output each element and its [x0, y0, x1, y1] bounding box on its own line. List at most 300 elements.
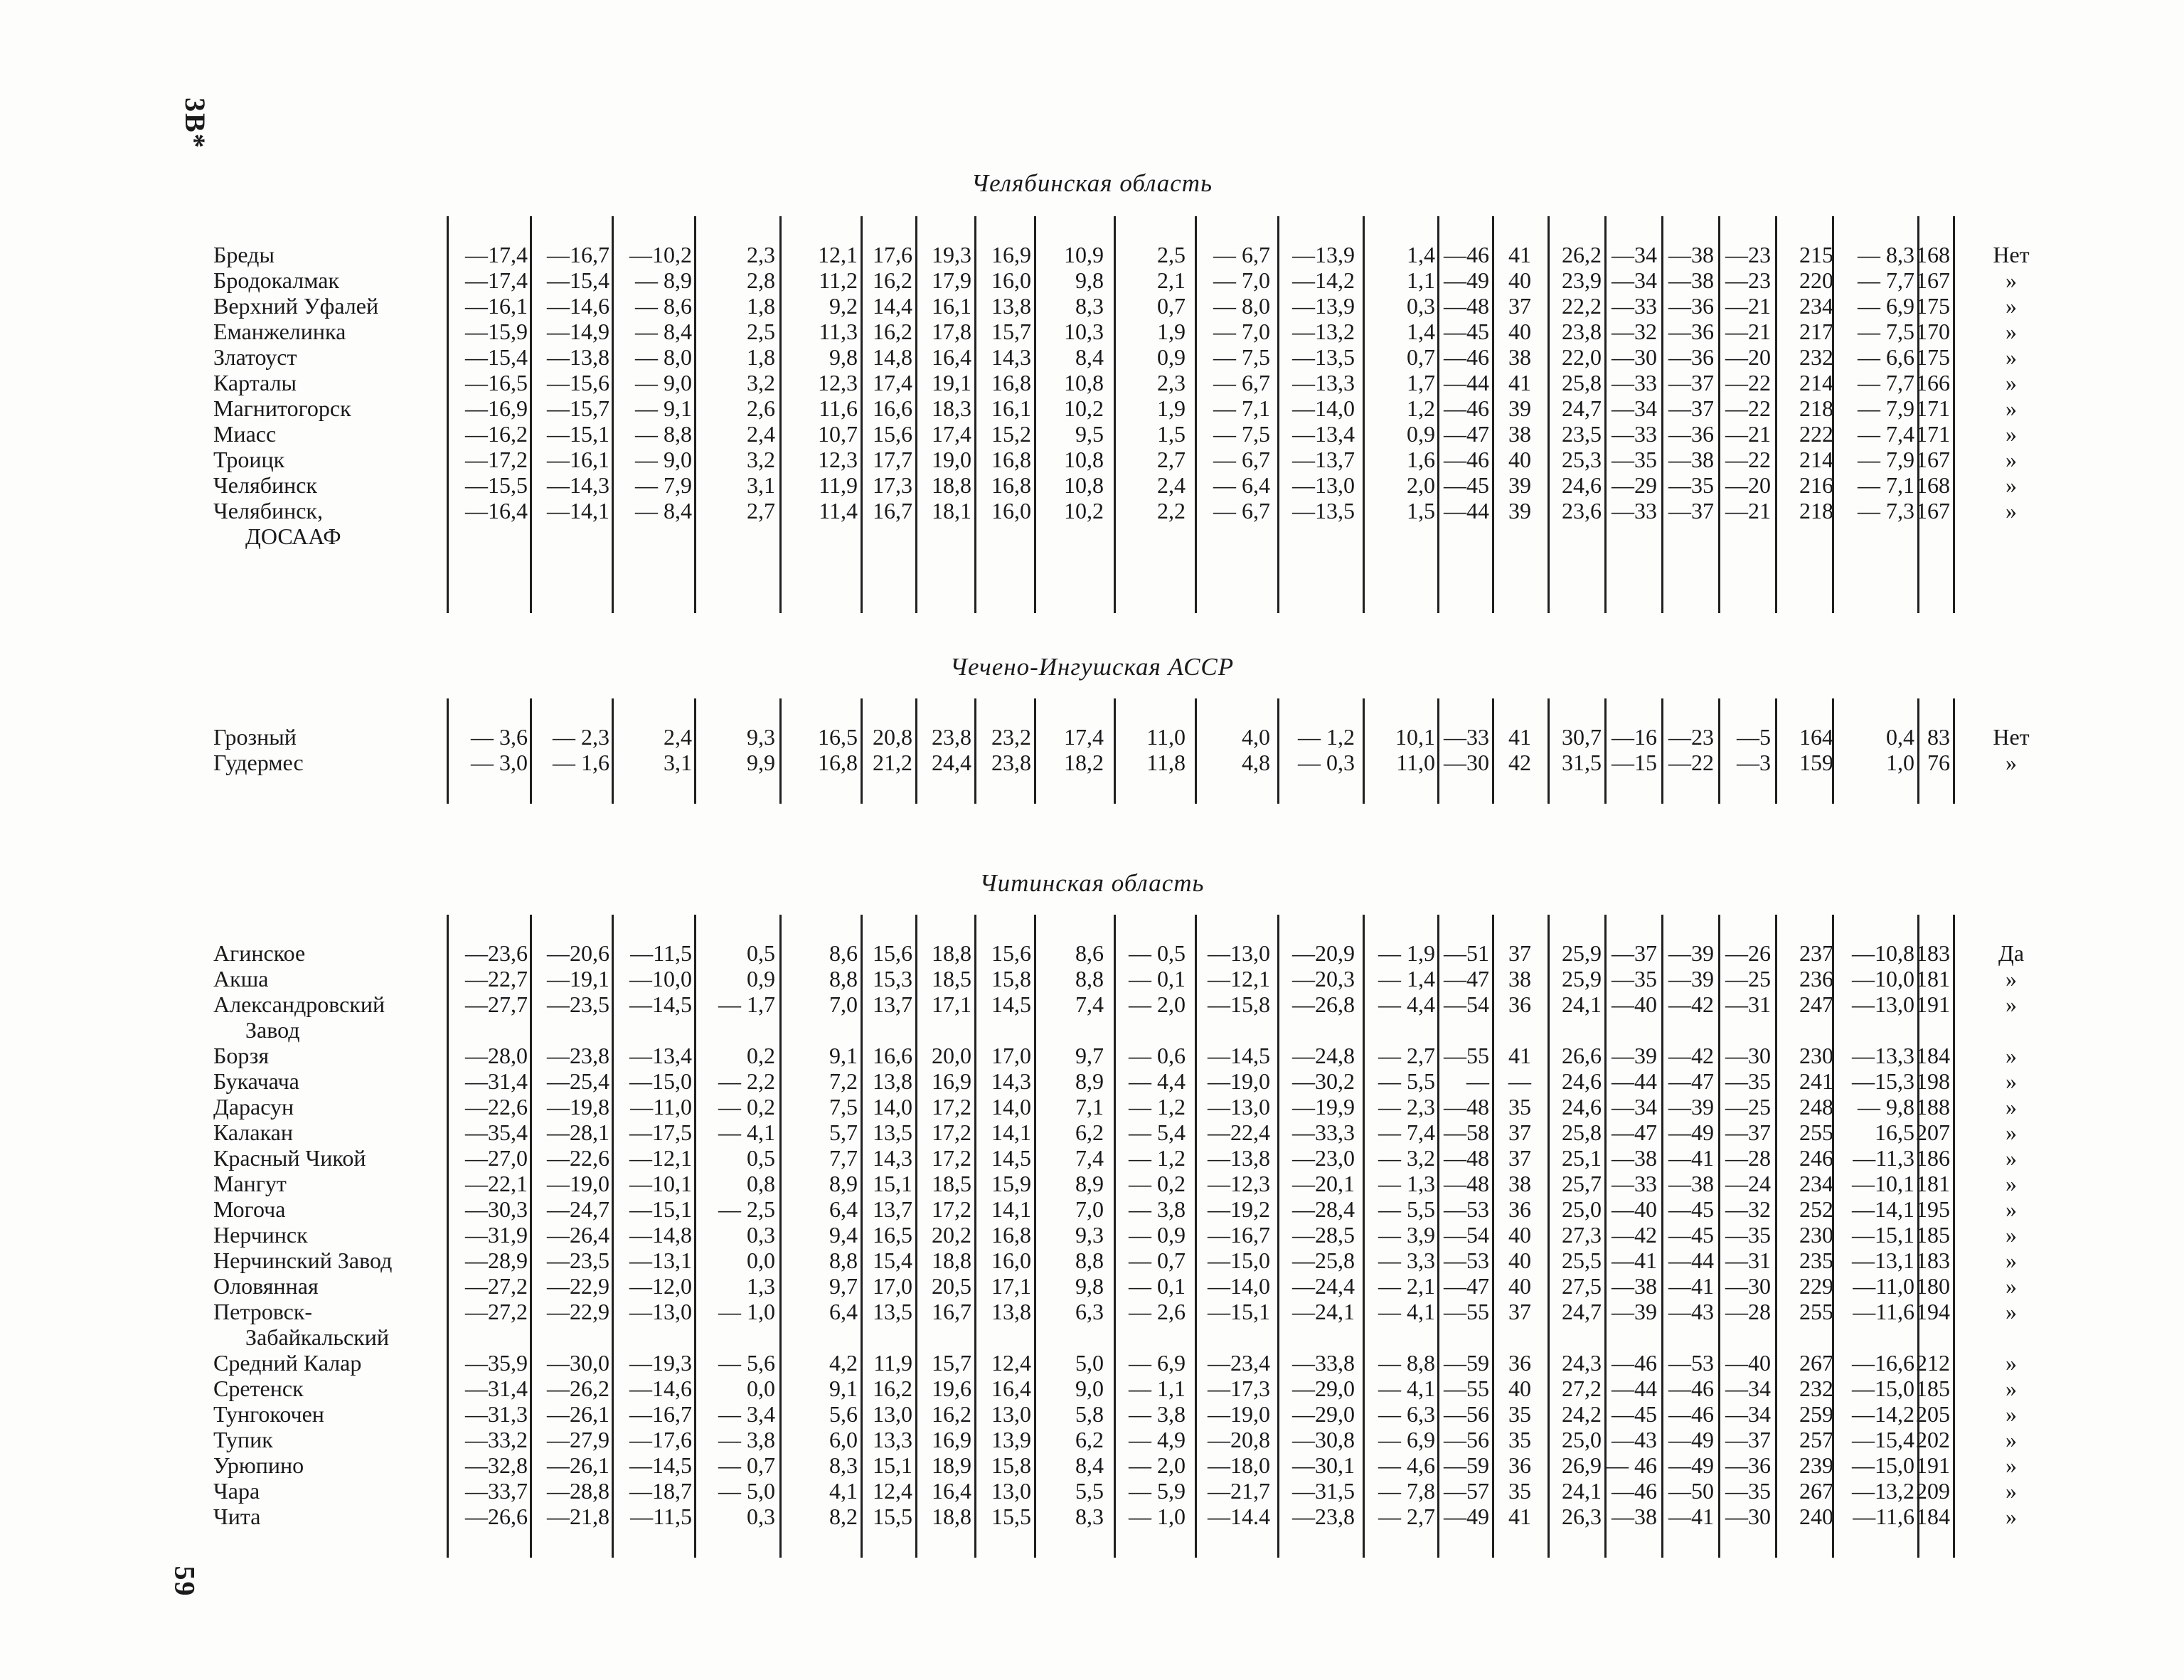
table-cell: —11,0 — [1853, 1273, 1914, 1299]
table-cell: —45 — [1612, 1401, 1657, 1427]
table-cell: 207 — [1916, 1120, 1950, 1145]
table-cell: 16,8 — [991, 370, 1031, 395]
table-cell: —29,0 — [1292, 1401, 1355, 1427]
table-cell: —22,7 — [465, 966, 528, 991]
table-cell: — 7,4 — [1858, 421, 1914, 447]
table-cell: 171 — [1916, 395, 1950, 421]
table-cell: — 8,0 — [1213, 293, 1270, 319]
table-cell: —10,1 — [1852, 1171, 1914, 1196]
station-name: Петровск- — [213, 1299, 313, 1324]
table-cell: —13,0 — [629, 1299, 692, 1324]
table-cell: —16,2 — [465, 421, 528, 447]
table-cell: —59 — [1444, 1350, 1489, 1376]
station-name: Златоуст — [213, 344, 297, 370]
table-cell: —44 — [1668, 1248, 1714, 1273]
station-name: Сретенск — [213, 1376, 304, 1401]
table-cell: 13,7 — [873, 991, 912, 1017]
table-cell: 9,2 — [829, 293, 858, 319]
table-cell: —16,9 — [465, 395, 528, 421]
table-cell: —22,1 — [465, 1171, 528, 1196]
table-cell: 12,3 — [818, 370, 858, 395]
table-cell: —48 — [1444, 293, 1489, 319]
table-cell: 2,3 — [747, 242, 775, 267]
table-cell: — 4,1 — [1378, 1299, 1435, 1324]
table-cell: 1,8 — [747, 344, 775, 370]
table-cell: 19,3 — [932, 242, 971, 267]
table-cell: —13,3 — [1292, 370, 1355, 395]
table-cell: —45 — [1668, 1222, 1714, 1248]
table-cell: 10,8 — [1064, 370, 1104, 395]
table-cell: 5,0 — [1075, 1350, 1104, 1376]
table-cell: —13,0 — [1292, 472, 1355, 498]
availability-note: » — [2005, 1094, 2017, 1120]
section-table — [0, 724, 2184, 775]
table-cell: — 2,3 — [1378, 1094, 1435, 1120]
table-cell: — 0,1 — [1129, 966, 1186, 991]
table-cell: 8,9 — [829, 1171, 858, 1196]
table-cell: — 6,7 — [1213, 498, 1270, 523]
table-row — [0, 293, 2184, 319]
table-cell: —23,5 — [547, 991, 609, 1017]
table-cell: —10,2 — [629, 242, 692, 267]
table-cell: —13,1 — [1852, 1248, 1914, 1273]
table-cell: — — [1466, 1068, 1489, 1094]
table-cell: —46 — [1612, 1478, 1657, 1504]
table-cell: —49 — [1444, 267, 1489, 293]
table-cell: —27,0 — [465, 1145, 528, 1171]
station-name: Мангут — [213, 1171, 287, 1196]
availability-note: » — [2005, 966, 2017, 991]
table-row — [0, 750, 2184, 775]
table-cell: 8,8 — [829, 1248, 858, 1273]
table-cell: 17,3 — [873, 472, 912, 498]
table-cell: —57 — [1444, 1478, 1489, 1504]
table-cell: 15,4 — [873, 1248, 912, 1273]
table-cell: 9,8 — [829, 344, 858, 370]
table-cell: —42 — [1668, 991, 1714, 1017]
table-cell: 2,6 — [747, 395, 775, 421]
table-cell: —31 — [1725, 1248, 1771, 1273]
table-cell: 11,4 — [819, 498, 858, 523]
table-cell: —35,4 — [465, 1120, 528, 1145]
table-cell: — 5,4 — [1129, 1120, 1186, 1145]
table-cell: 8,3 — [829, 1452, 858, 1478]
table-cell: 41 — [1508, 242, 1531, 267]
table-cell: 186 — [1916, 1145, 1950, 1171]
table-cell: 23,6 — [1562, 498, 1602, 523]
table-cell: 18,3 — [932, 395, 971, 421]
table-cell: —39 — [1612, 1043, 1657, 1068]
station-name: Чара — [213, 1478, 260, 1504]
table-cell: —17,5 — [629, 1120, 692, 1145]
table-row — [0, 1094, 2184, 1120]
table-cell: 1,7 — [1407, 370, 1435, 395]
table-cell: 166 — [1916, 370, 1950, 395]
table-cell: 15,8 — [991, 1452, 1031, 1478]
availability-note: » — [2005, 344, 2017, 370]
table-cell: 35 — [1508, 1478, 1531, 1504]
table-cell: 25,8 — [1562, 1120, 1602, 1145]
table-cell: — 8,8 — [635, 421, 692, 447]
table-cell: —22 — [1725, 370, 1771, 395]
table-cell: 7,1 — [1075, 1094, 1104, 1120]
station-name: Александровский — [213, 991, 385, 1017]
table-cell: 10,8 — [1064, 447, 1104, 472]
table-cell: 234 — [1799, 293, 1833, 319]
table-cell: —19,8 — [547, 1094, 609, 1120]
table-cell: — 1,9 — [1378, 940, 1435, 966]
table-row — [0, 1376, 2184, 1401]
table-cell: 15,1 — [873, 1452, 912, 1478]
table-cell: 11,0 — [1396, 750, 1435, 775]
table-cell: —14,1 — [547, 498, 609, 523]
table-cell: —55 — [1444, 1376, 1489, 1401]
table-cell: — 7,9 — [635, 472, 692, 498]
table-cell: — 3,0 — [471, 750, 528, 775]
table-cell: — 6,7 — [1213, 242, 1270, 267]
station-name: Гудермес — [213, 750, 304, 775]
table-cell: 23,8 — [932, 724, 971, 750]
table-cell: —28,1 — [547, 1120, 609, 1145]
table-cell: — — [1508, 1068, 1531, 1094]
table-cell: 16,2 — [932, 1401, 971, 1427]
table-cell: 3,1 — [747, 472, 775, 498]
table-cell: —5 — [1737, 724, 1771, 750]
table-cell: —47 — [1444, 966, 1489, 991]
table-cell: —36 — [1668, 344, 1714, 370]
table-cell: 9,4 — [829, 1222, 858, 1248]
table-cell: —29 — [1612, 472, 1657, 498]
table-cell: —16,7 — [1208, 1222, 1270, 1248]
availability-note: » — [2005, 1043, 2017, 1068]
table-cell: — 2,2 — [718, 1068, 775, 1094]
table-cell: —27,2 — [465, 1299, 528, 1324]
table-cell: — 1,1 — [1129, 1376, 1186, 1401]
table-cell: 38 — [1508, 1171, 1531, 1196]
table-cell: 7,7 — [829, 1145, 858, 1171]
table-cell: 37 — [1508, 1299, 1531, 1324]
table-cell: 41 — [1508, 1504, 1531, 1529]
table-cell: 6,2 — [1075, 1120, 1104, 1145]
table-cell: 220 — [1799, 267, 1833, 293]
table-cell: 11,3 — [819, 319, 858, 344]
availability-note: » — [2005, 1504, 2017, 1529]
table-cell: —30 — [1725, 1504, 1771, 1529]
table-cell: —15,1 — [629, 1196, 692, 1222]
table-cell: 35 — [1508, 1427, 1531, 1452]
table-row — [0, 1196, 2184, 1222]
table-cell: — 0,2 — [1129, 1171, 1186, 1196]
table-cell: 13,0 — [991, 1478, 1031, 1504]
table-cell: — 3,9 — [1378, 1222, 1435, 1248]
table-cell: 26,2 — [1562, 242, 1602, 267]
table-cell: —19,0 — [1208, 1068, 1270, 1094]
table-cell: —38 — [1612, 1504, 1657, 1529]
table-cell: —26,4 — [547, 1222, 609, 1248]
table-cell: — 7,5 — [1858, 319, 1914, 344]
table-cell: — 46 — [1606, 1452, 1657, 1478]
table-cell: — 6,9 — [1129, 1350, 1186, 1376]
table-cell: 14,3 — [991, 344, 1031, 370]
table-cell: 17,0 — [991, 1043, 1031, 1068]
table-cell: 37 — [1508, 1120, 1531, 1145]
table-cell: 217 — [1799, 319, 1833, 344]
table-cell: —47 — [1668, 1068, 1714, 1094]
table-cell: 5,8 — [1075, 1401, 1104, 1427]
table-cell: 15,8 — [991, 966, 1031, 991]
table-row — [0, 1120, 2184, 1145]
table-cell: —15,4 — [465, 344, 528, 370]
table-cell: 8,3 — [1075, 293, 1104, 319]
page-number: 59 — [169, 1565, 201, 1597]
table-cell: — 1,2 — [1129, 1145, 1186, 1171]
table-cell: —15,6 — [547, 370, 609, 395]
table-row — [0, 472, 2184, 498]
table-cell: 16,6 — [873, 395, 912, 421]
table-cell: — 6,3 — [1378, 1401, 1435, 1427]
table-cell: —30 — [1612, 344, 1657, 370]
table-cell: 16,5 — [818, 724, 858, 750]
table-cell: 17,1 — [932, 991, 971, 1017]
table-cell: 20,5 — [932, 1273, 971, 1299]
table-cell: 257 — [1799, 1427, 1833, 1452]
table-cell: —35,9 — [465, 1350, 528, 1376]
table-cell: 255 — [1799, 1120, 1833, 1145]
availability-note: » — [2005, 1452, 2017, 1478]
table-cell: — 1,0 — [1129, 1504, 1186, 1529]
table-cell: —46 — [1668, 1401, 1714, 1427]
table-cell: 27,5 — [1562, 1273, 1602, 1299]
table-cell: —35 — [1725, 1478, 1771, 1504]
table-cell: — 2,7 — [1378, 1504, 1435, 1529]
table-cell: —13,0 — [1852, 991, 1914, 1017]
table-cell: 16,5 — [1875, 1120, 1914, 1145]
table-cell: 1,9 — [1157, 395, 1186, 421]
table-row — [0, 991, 2184, 1017]
table-cell: 16,7 — [873, 498, 912, 523]
table-cell: 17,2 — [932, 1120, 971, 1145]
availability-note: » — [2005, 1248, 2017, 1273]
table-cell: 26,9 — [1562, 1452, 1602, 1478]
table-cell: 17,4 — [1064, 724, 1104, 750]
table-cell: 159 — [1799, 750, 1833, 775]
table-cell: 24,4 — [932, 750, 971, 775]
table-row — [0, 1273, 2184, 1299]
table-cell: 2,2 — [1157, 498, 1186, 523]
table-cell: 7,0 — [829, 991, 858, 1017]
table-cell: 76 — [1927, 750, 1950, 775]
table-cell: —18,7 — [629, 1478, 692, 1504]
table-cell: — 4,1 — [1378, 1376, 1435, 1401]
table-cell: — 7,9 — [1858, 395, 1914, 421]
table-cell: 7,4 — [1075, 991, 1104, 1017]
table-cell: 13,0 — [991, 1401, 1031, 1427]
station-name: Букачача — [213, 1068, 299, 1094]
table-cell: —26 — [1725, 940, 1771, 966]
table-cell: —43 — [1668, 1299, 1714, 1324]
table-cell: —21 — [1725, 319, 1771, 344]
table-cell: —32 — [1612, 319, 1657, 344]
table-cell: — 1,0 — [718, 1299, 775, 1324]
table-cell: —34 — [1612, 242, 1657, 267]
table-cell: —15,7 — [547, 395, 609, 421]
table-cell: —32 — [1725, 1196, 1771, 1222]
table-cell: —16,1 — [547, 447, 609, 472]
table-cell: 175 — [1916, 344, 1950, 370]
table-cell: —43 — [1612, 1427, 1657, 1452]
table-cell: 0,7 — [1407, 344, 1435, 370]
table-cell: —45 — [1668, 1196, 1714, 1222]
table-cell: 16,4 — [991, 1376, 1031, 1401]
table-cell: 17,4 — [873, 370, 912, 395]
table-cell: — 4,4 — [1378, 991, 1435, 1017]
table-cell: 8,9 — [1075, 1171, 1104, 1196]
table-cell: 234 — [1799, 1171, 1833, 1196]
table-cell: —14,3 — [547, 472, 609, 498]
table-cell: 8,8 — [1075, 966, 1104, 991]
table-cell: 0,3 — [747, 1222, 775, 1248]
availability-note: » — [2005, 1171, 2017, 1196]
table-cell: 184 — [1916, 1043, 1950, 1068]
table-cell: 16,8 — [991, 1222, 1031, 1248]
table-cell: —36 — [1725, 1452, 1771, 1478]
table-cell: 13,5 — [873, 1299, 912, 1324]
table-cell: —16,6 — [1852, 1350, 1914, 1376]
table-cell: —37 — [1725, 1427, 1771, 1452]
table-cell: —34 — [1725, 1401, 1771, 1427]
table-cell: — 7,0 — [1213, 319, 1270, 344]
table-cell: 13,0 — [873, 1401, 912, 1427]
table-cell: —15,5 — [465, 472, 528, 498]
table-cell: —34 — [1725, 1376, 1771, 1401]
table-cell: 218 — [1799, 498, 1833, 523]
table-cell: —46 — [1444, 395, 1489, 421]
table-cell: —24 — [1725, 1171, 1771, 1196]
table-cell: —31,3 — [465, 1401, 528, 1427]
station-name: Оловянная — [213, 1273, 319, 1299]
table-cell: —11,5 — [630, 1504, 692, 1529]
table-cell: —13,9 — [1292, 293, 1355, 319]
section-title: Чечено-Ингушская АССР — [949, 653, 1235, 681]
table-row — [0, 523, 2184, 549]
table-cell: — 4,1 — [718, 1120, 775, 1145]
table-cell: — 7,8 — [1378, 1478, 1435, 1504]
table-cell: —19,0 — [1208, 1401, 1270, 1427]
table-cell: 0,9 — [747, 966, 775, 991]
table-cell: 17,9 — [932, 267, 971, 293]
table-cell: 25,0 — [1562, 1196, 1602, 1222]
table-cell: —14,5 — [1208, 1043, 1270, 1068]
table-cell: —15,3 — [1852, 1068, 1914, 1094]
table-cell: 24,7 — [1562, 1299, 1602, 1324]
table-cell: 1,1 — [1407, 267, 1435, 293]
table-cell: 4,1 — [829, 1478, 858, 1504]
table-cell: 17,1 — [991, 1273, 1031, 1299]
table-cell: 23,2 — [991, 724, 1031, 750]
availability-note: » — [2005, 1273, 2017, 1299]
table-cell: —15 — [1612, 750, 1657, 775]
table-cell: 188 — [1916, 1094, 1950, 1120]
table-cell: — 9,8 — [1858, 1094, 1914, 1120]
table-cell: —22,9 — [547, 1299, 609, 1324]
table-cell: 15,1 — [873, 1171, 912, 1196]
table-cell: 17,2 — [932, 1145, 971, 1171]
station-name: Еманжелинка — [213, 319, 346, 344]
table-cell: 2,4 — [747, 421, 775, 447]
table-cell: —45 — [1444, 319, 1489, 344]
table-cell: 184 — [1916, 1504, 1950, 1529]
table-cell: 14,1 — [991, 1120, 1031, 1145]
table-cell: —34 — [1612, 267, 1657, 293]
table-cell: —22 — [1725, 447, 1771, 472]
availability-note: » — [2005, 370, 2017, 395]
table-cell: —15,1 — [1852, 1222, 1914, 1248]
table-row — [0, 1171, 2184, 1196]
station-name: Тупик — [213, 1427, 273, 1452]
table-cell: 5,7 — [829, 1120, 858, 1145]
availability-note: » — [2005, 498, 2017, 523]
table-cell: —30 — [1444, 750, 1489, 775]
table-cell: 15,2 — [991, 421, 1031, 447]
table-cell: — 0,7 — [718, 1452, 775, 1478]
table-row — [0, 267, 2184, 293]
table-cell: —30,3 — [465, 1196, 528, 1222]
table-cell: —16,7 — [629, 1401, 692, 1427]
table-cell: —14,5 — [629, 991, 692, 1017]
table-row — [0, 1452, 2184, 1478]
table-cell: —14,0 — [1208, 1273, 1270, 1299]
table-cell: 2,5 — [1157, 242, 1186, 267]
station-name: Урюпино — [213, 1452, 304, 1478]
table-cell: — 1,4 — [1378, 966, 1435, 991]
table-cell: 16,0 — [991, 498, 1031, 523]
table-cell: 14,4 — [873, 293, 912, 319]
table-cell: 7,4 — [1075, 1145, 1104, 1171]
table-cell: 209 — [1916, 1478, 1950, 1504]
table-row — [0, 1350, 2184, 1376]
table-cell: 40 — [1508, 1222, 1531, 1248]
station-name: Чита — [213, 1504, 261, 1529]
table-cell: —15,1 — [547, 421, 609, 447]
table-cell: — 0,3 — [1298, 750, 1355, 775]
table-cell: 16,9 — [932, 1068, 971, 1094]
table-cell: —27,7 — [465, 991, 528, 1017]
availability-note: » — [2005, 1145, 2017, 1171]
table-cell: —15,0 — [629, 1068, 692, 1094]
availability-note: Да — [1998, 940, 2025, 966]
table-cell: 1,2 — [1407, 395, 1435, 421]
table-cell: 16,2 — [873, 319, 912, 344]
table-cell: —30,0 — [547, 1350, 609, 1376]
table-cell: —32,8 — [465, 1452, 528, 1478]
table-cell: 20,2 — [932, 1222, 971, 1248]
table-cell: 25,5 — [1562, 1248, 1602, 1273]
table-cell: —29,0 — [1292, 1376, 1355, 1401]
table-cell: 240 — [1799, 1504, 1833, 1529]
table-cell: —39 — [1668, 940, 1714, 966]
station-name: Агинское — [213, 940, 306, 966]
table-cell: —26,1 — [547, 1401, 609, 1427]
table-cell: 16,1 — [932, 293, 971, 319]
table-cell: —14,2 — [1852, 1401, 1914, 1427]
table-cell: —20 — [1725, 344, 1771, 370]
table-cell: 40 — [1508, 1376, 1531, 1401]
table-cell: —38 — [1612, 1145, 1657, 1171]
table-cell: 13,7 — [873, 1196, 912, 1222]
table-cell: 10,1 — [1395, 724, 1435, 750]
table-cell: 1,6 — [1407, 447, 1435, 472]
table-cell: —39 — [1668, 966, 1714, 991]
